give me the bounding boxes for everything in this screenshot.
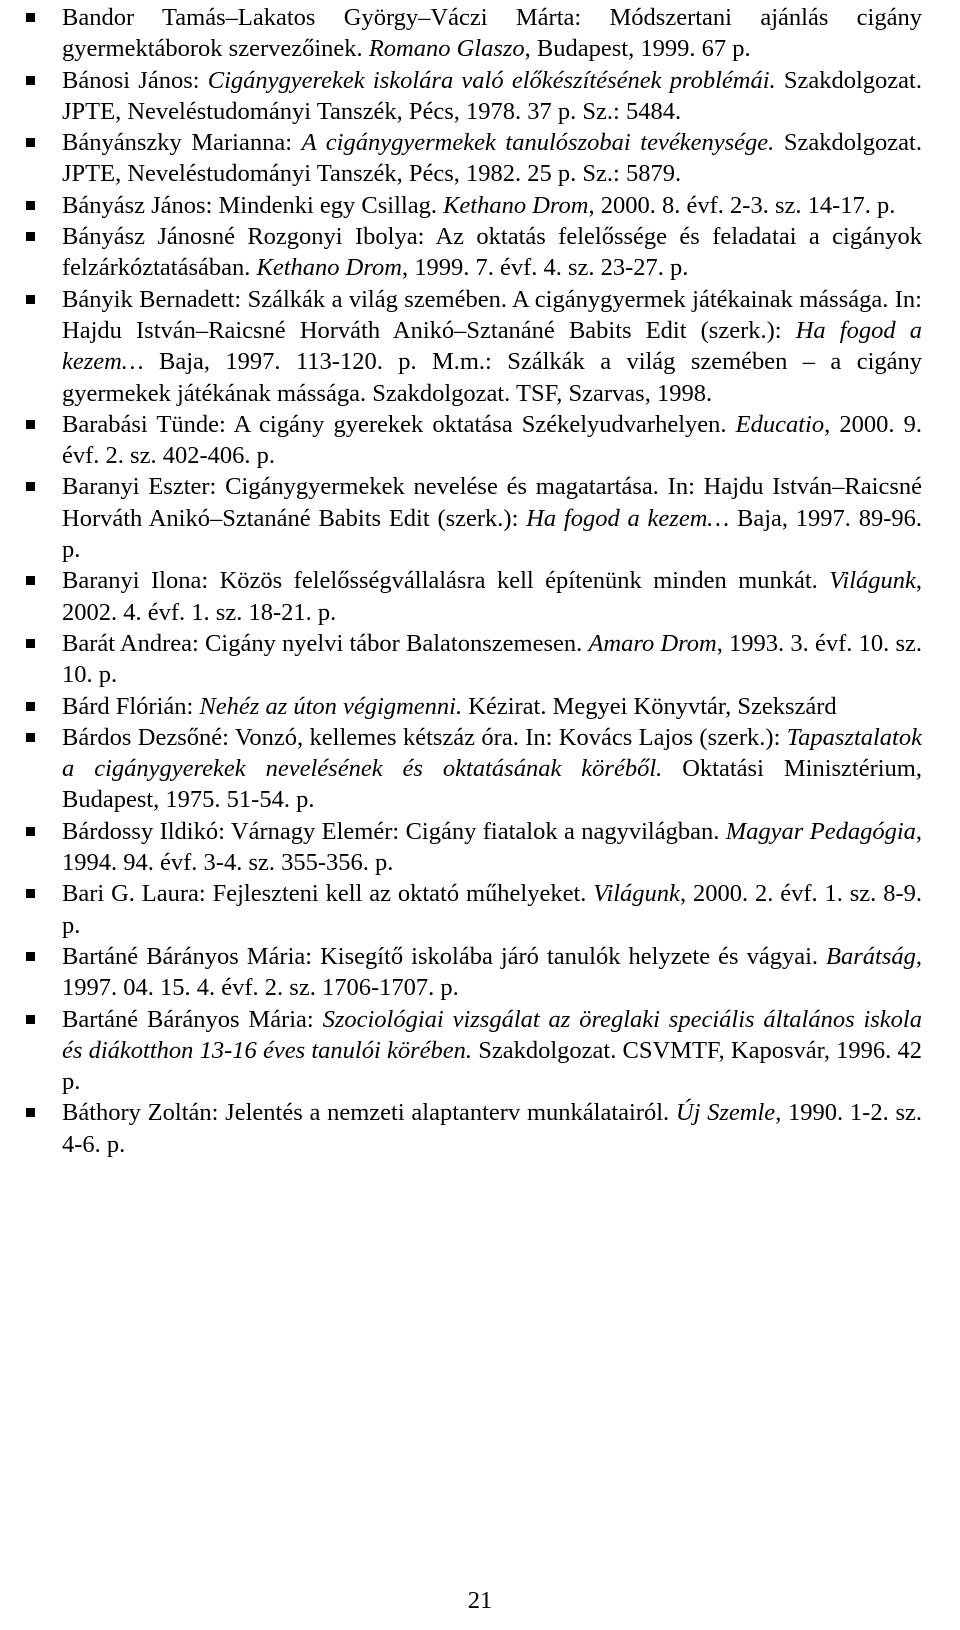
entry-title-italic: Romano Glaszo [368, 35, 525, 63]
square-bullet-icon [26, 639, 35, 648]
bibliography-entry [22, 127, 922, 190]
entry-text: Kézirat. Megyei Könyvtár, Szekszárd [462, 692, 837, 720]
bibliography-entry [22, 816, 922, 879]
entry-text: , 1999. 7. évf. 4. sz. 23-27. p. [401, 254, 689, 282]
entry-text: , 2002. 4. évf. 1. sz. 18-21. p. [62, 567, 922, 626]
square-bullet-icon [26, 576, 35, 585]
square-bullet-icon [26, 482, 35, 491]
entry-text: , 1993. 3. évf. 10. sz. 10. p. [62, 629, 922, 689]
entry-text: Baranyi Eszter: Cigánygyermekek nevelése és magatartása. In: Hajdu István–Raicsné Horváth Anikó–Sztanáné Babits Edit (szerk.): [62, 473, 922, 532]
entry-text: Oktatási Minisztérium, Budapest, 1975. 51-54. p. [62, 755, 922, 814]
entry-title-italic: Educatio [735, 410, 825, 438]
entry-text: Báthory Zoltán: Jelentés a nemzeti alaptanterv munkálatairól. [62, 1099, 676, 1127]
entry-text: Baja, 1997. 113-120. p. M.m.: Szálkák a világ szemében – a cigány gyermekek játékának mássága. Szakdolgozat. TSF, Szarvas, 1998. [62, 348, 922, 407]
bibliography-entry [22, 1097, 922, 1160]
entry-text: Bányász János: Mindenki egy Csillag. [62, 191, 444, 219]
bibliography-entry [22, 1004, 922, 1098]
square-bullet-icon [26, 138, 35, 147]
entry-text: Bányik Bernadett: Szálkák a világ szemében. A cigánygyermek játékainak mássága. In: Hajdu István–Raicsné Horváth Anikó–Sztanáné Babits Edit (szerk.): [62, 285, 922, 344]
bibliography-entry [22, 565, 922, 628]
bibliography-entry [22, 284, 922, 409]
square-bullet-icon [26, 889, 35, 898]
square-bullet-icon [26, 1108, 35, 1117]
bibliography-entry [22, 221, 922, 284]
square-bullet-icon [26, 13, 35, 22]
square-bullet-icon [26, 733, 35, 742]
entry-title-italic: A cigánygyermekek tanulószobai tevékenysége. [301, 129, 775, 157]
entry-text: Bányász Jánosné Rozgonyi Ibolya: Az oktatás felelőssége és feladatai a cigányok felzárkóztatásában. [62, 223, 922, 282]
entry-text: Szakdolgozat. CSVMTF, Kaposvár, 1996. 42 p. [62, 1036, 922, 1096]
entry-text: Barát Andrea: Cigány nyelvi tábor Balatonszemesen. [62, 629, 589, 657]
bibliography-list [22, 2, 922, 1160]
entry-text: Szakdolgozat. JPTE, Neveléstudományi Tanszék, Pécs, 1978. 37 p. Sz.: 5484. [62, 66, 922, 125]
entry-text: Bárdossy Ildikó: Várnagy Elemér: Cigány fiatalok a nagyvilágban. [62, 817, 726, 845]
bibliography-entry [22, 722, 922, 816]
entry-title-italic: Magyar Pedagógia [725, 817, 916, 845]
entry-title-italic: Kethano Drom [443, 191, 589, 219]
bibliography-entry [22, 878, 922, 941]
entry-text: , 1994. 94. évf. 3-4. sz. 355-356. p. [62, 817, 923, 877]
entry-title-italic: Ha fogod a kezem… [526, 504, 730, 532]
bibliography-entry [22, 471, 922, 565]
entry-title-italic: Kethano Drom [256, 254, 402, 282]
square-bullet-icon [26, 827, 35, 836]
bibliography-entry [22, 941, 922, 1004]
square-bullet-icon [26, 420, 35, 429]
entry-text: , Budapest, 1999. 67 p. [524, 35, 751, 63]
square-bullet-icon [26, 76, 35, 85]
entry-title-italic: Barátság [826, 942, 916, 970]
entry-title-italic: Cigánygyerekek iskolára való előkészítésének problémái. [207, 66, 776, 94]
entry-text: Szakdolgozat. JPTE, Neveléstudományi Tanszék, Pécs, 1982. 25 p. Sz.: 5879. [62, 129, 922, 188]
entry-text: Barabási Tünde: A cigány gyerekek oktatása Székelyudvarhelyen. [62, 410, 736, 438]
entry-text: , 1997. 04. 15. 4. évf. 2. sz. 1706-1707. p. [62, 942, 922, 1002]
page-number: 21 [467, 1587, 493, 1614]
entry-text: , 2000. 2. évf. 1. sz. 8-9. p. [62, 880, 922, 939]
bibliography-entry [22, 691, 922, 722]
entry-title-italic: Világunk [593, 880, 680, 908]
entry-title-italic: Tapasztalatok a cigánygyerekek nevelésének és oktatásának köréből. [62, 723, 922, 783]
entry-title-italic: Szociológiai vizsgálat az öreglaki speciális általános iskola és diákotthon 13-16 éves tanulói körében. [62, 1005, 922, 1064]
bibliography-entry [22, 190, 922, 221]
bibliography-entry [22, 628, 922, 691]
entry-text: Bányánszky Marianna: [62, 129, 302, 157]
square-bullet-icon [26, 201, 35, 210]
entry-title-italic: Új Szemle [675, 1099, 776, 1127]
square-bullet-icon [26, 702, 35, 711]
bibliography-entry [22, 2, 922, 65]
entry-text: Bari G. Laura: Fejleszteni kell az oktató műhelyeket. [62, 880, 594, 908]
square-bullet-icon [26, 952, 35, 961]
entry-text: Bárdos Dezsőné: Vonzó, kellemes kétszáz óra. In: Kovács Lajos (szerk.): [62, 723, 787, 751]
entry-title-italic: Világunk [829, 567, 916, 595]
entry-text: Bartáné Bárányos Mária: Kisegítő iskolába járó tanulók helyzete és vágyai. [62, 942, 827, 970]
entry-text: Baranyi Ilona: Közös felelősségvállalásra kell építenünk minden munkát. [62, 567, 830, 595]
entry-text: Bárd Flórián: [62, 692, 200, 720]
entry-text: Bandor Tamás–Lakatos György–Váczi Márta: Módszertani ajánlás cigány gyermektáborok szervezőinek. [62, 4, 922, 63]
entry-text: Bartáné Bárányos Mária: [62, 1005, 323, 1033]
entry-text: , 2000. 8. évf. 2-3. sz. 14-17. p. [588, 191, 896, 219]
square-bullet-icon [26, 1015, 35, 1024]
bibliography-entry [22, 65, 922, 128]
bibliography-entry [22, 409, 922, 472]
entry-text: , 2000. 9. évf. 2. sz. 402-406. p. [62, 410, 922, 470]
entry-text: Bánosi János: [62, 66, 208, 94]
entry-text: , 1990. 1-2. sz. 4-6. p. [62, 1099, 922, 1158]
entry-title-italic: Amaro Drom [588, 629, 717, 657]
square-bullet-icon [26, 232, 35, 241]
entry-title-italic: Nehéz az úton végigmenni. [199, 692, 463, 720]
entry-text: Baja, 1997. 89-96. p. [62, 504, 922, 564]
entry-title-italic: Ha fogod a kezem… [62, 316, 922, 376]
square-bullet-icon [26, 295, 35, 304]
